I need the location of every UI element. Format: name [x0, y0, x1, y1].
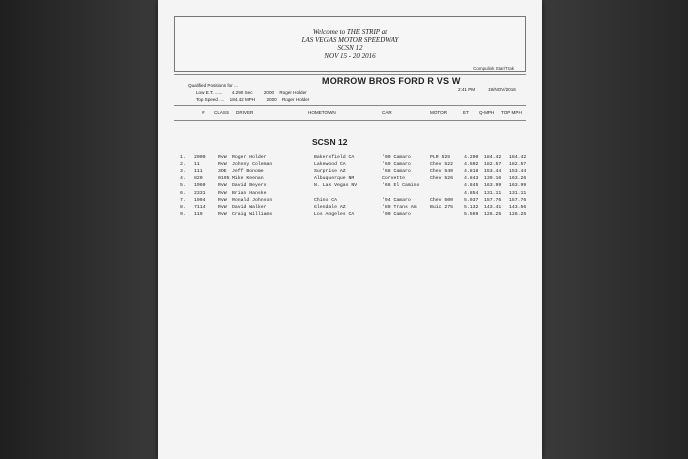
low-et-driver: Roger Holder: [279, 90, 307, 95]
cell-motor: PLR 525: [430, 155, 451, 160]
divider-columns-bottom: [174, 120, 526, 121]
cell-cls: RvW: [218, 162, 227, 168]
cell-top: 143.56: [509, 204, 527, 210]
cell-cls: RvW: [218, 190, 227, 196]
top-speed-label: Top Speed ....: [196, 97, 225, 102]
cell-cls: 3OE: [218, 169, 227, 175]
cell-pos: 3.: [180, 169, 186, 175]
header-line-3: SCSN 12: [337, 44, 363, 52]
background-left: [0, 0, 160, 459]
cell-et: 4.502: [464, 162, 479, 168]
cell-et: 5.132: [464, 204, 479, 210]
top-speed-value: 184.42 MPH: [229, 97, 256, 102]
top-speed-driver: Roger Holder: [281, 97, 310, 102]
print-date: 19/NOV/2016: [488, 87, 516, 92]
cell-qmph: 184.42: [484, 155, 502, 160]
cell-motor: Chev 522: [430, 162, 454, 168]
results-sheet: [158, 0, 542, 459]
cell-num: 1960: [194, 183, 206, 189]
divider-columns-top: [174, 105, 526, 106]
divider-top: [174, 74, 526, 75]
cell-car: '69 Camaro: [382, 162, 411, 168]
cell-hometown: Bakersfield CA: [314, 155, 355, 160]
cell-car: '66 El Camino: [382, 183, 420, 189]
cell-qmph: 126.25: [484, 211, 502, 217]
table-row: [158, 198, 542, 205]
cell-hometown: Chino CA: [314, 197, 338, 203]
top-speed-car: 2000: [266, 97, 277, 102]
cell-et: 4.290: [464, 155, 479, 160]
cell-top: 163.26: [509, 176, 527, 182]
header-line-1: Welcome to THE STRIP at: [312, 28, 388, 36]
cell-et: 4.845: [464, 183, 479, 189]
cell-pos: 4.: [180, 176, 186, 182]
cell-num: 2331: [194, 190, 206, 196]
cell-motor: Chev 540: [430, 169, 454, 175]
table-row: [158, 183, 542, 190]
section-title: SCSN 12: [312, 137, 348, 147]
background-right: [538, 0, 688, 459]
cell-hometown: Glendale AZ: [314, 204, 346, 210]
cell-et: 5.569: [464, 211, 479, 217]
cell-num: 2000: [194, 155, 206, 160]
cell-car: Corvette: [382, 176, 406, 182]
cell-driver: Brian Hanske: [232, 190, 267, 196]
col-top-mph: TOP MPH: [501, 110, 522, 115]
col-driver: DRIVER: [236, 110, 254, 115]
table-row: [158, 205, 542, 212]
cell-qmph: 163.99: [484, 183, 502, 189]
cell-motor: Buic 275: [430, 204, 454, 210]
cell-cls: RvW: [218, 204, 227, 210]
cell-num: 111: [194, 169, 203, 175]
cell-car: '89 Trans Am: [382, 204, 417, 210]
header-line-2: LAS VEGAS MOTOR SPEEDWAY: [301, 36, 399, 44]
low-et-car: 2000: [263, 90, 275, 95]
cell-qmph: 139.16: [484, 176, 502, 182]
cell-et: 5.037: [464, 197, 479, 203]
col-car: CAR: [382, 110, 392, 115]
cell-car: '00 Camaro: [382, 155, 411, 160]
cell-num: 820: [194, 176, 203, 182]
cell-pos: 7.: [180, 197, 186, 203]
cell-car: '68 Camaro: [382, 169, 411, 175]
cell-driver: Johnny Coleman: [232, 162, 273, 168]
software-label: Compulink Star/Trak: [473, 66, 514, 71]
cell-pos: 8.: [180, 204, 186, 210]
cell-cls: 0195: [218, 176, 230, 182]
cell-motor: Chev 526: [430, 176, 454, 182]
col-number: #: [202, 110, 205, 115]
cell-num: 1994: [194, 197, 206, 203]
col-class: CLASS: [214, 110, 230, 115]
cell-motor: Chev 500: [430, 197, 454, 203]
table-row: [158, 212, 542, 219]
col-hometown: HOMETOWN: [308, 110, 336, 115]
print-time: 2:41 PM: [458, 87, 476, 92]
cell-hometown: Surprise AZ: [314, 169, 346, 175]
welcome-header: [174, 16, 526, 72]
cell-hometown: N. Las Vegas NV: [314, 183, 358, 189]
cell-car: '00 Camaro: [382, 211, 411, 217]
cell-pos: 6.: [180, 190, 186, 196]
event-title: MORROW BROS FORD R VS W: [322, 76, 461, 86]
cell-top: 126.25: [509, 211, 527, 217]
cell-top: 157.76: [509, 197, 527, 203]
cell-top: 182.57: [509, 162, 527, 168]
cell-driver: David Beyers: [232, 183, 267, 189]
cell-num: 119: [194, 211, 203, 217]
cell-qmph: 157.76: [484, 197, 502, 203]
cell-cls: RvW: [218, 197, 227, 203]
cell-pos: 9.: [180, 211, 186, 217]
cell-hometown: Lakewood CA: [314, 162, 346, 168]
cell-top: 163.99: [509, 183, 527, 189]
low-et-label: Low E.T. ......: [196, 90, 223, 95]
cell-driver: Jeff Bonome: [232, 169, 264, 175]
cell-driver: Ronald Johnson: [232, 197, 273, 203]
cell-pos: 1.: [180, 155, 186, 160]
cell-top: 131.11: [509, 190, 527, 196]
cell-qmph: 182.57: [484, 162, 502, 168]
table-row: [158, 155, 542, 162]
table-row: [158, 191, 542, 198]
col-q-mph: Q-MPH: [479, 110, 495, 115]
cell-cls: RvW: [218, 155, 227, 160]
header-line-4: NOV 15 - 20 2016: [324, 52, 376, 60]
cell-et: 4.854: [464, 190, 479, 196]
cell-top: 153.44: [509, 169, 527, 175]
cell-qmph: 131.11: [484, 190, 502, 196]
col-motor: MOTOR: [430, 110, 448, 115]
cell-driver: Craig Williams: [232, 211, 273, 217]
top-speed-row: [196, 97, 309, 102]
cell-cls: RvW: [218, 183, 227, 189]
cell-driver: Mike Keenan: [232, 176, 264, 182]
col-et: ET: [463, 110, 469, 115]
cell-pos: 2.: [180, 162, 186, 168]
cell-car: '94 Camaro: [382, 197, 411, 203]
cell-hometown: Albuquerque NM: [314, 176, 355, 182]
cell-et: 4.818: [464, 169, 479, 175]
cell-num: 11: [194, 162, 200, 168]
low-et-value: 4.290 Sec: [231, 90, 253, 95]
cell-num: 7114: [194, 204, 206, 210]
cell-driver: David Walker: [232, 204, 267, 210]
low-et-row: [196, 90, 307, 95]
cell-cls: RvW: [218, 211, 227, 217]
cell-pos: 5.: [180, 183, 186, 189]
cell-hometown: Los Angeles CA: [314, 211, 355, 217]
cell-qmph: 153.44: [484, 169, 502, 175]
cell-top: 184.42: [509, 155, 527, 160]
cell-et: 4.843: [464, 176, 479, 182]
qualified-title: Qualified Positions for ...: [188, 83, 238, 88]
cell-qmph: 143.41: [484, 204, 502, 210]
cell-driver: Roger Holder: [232, 155, 267, 160]
